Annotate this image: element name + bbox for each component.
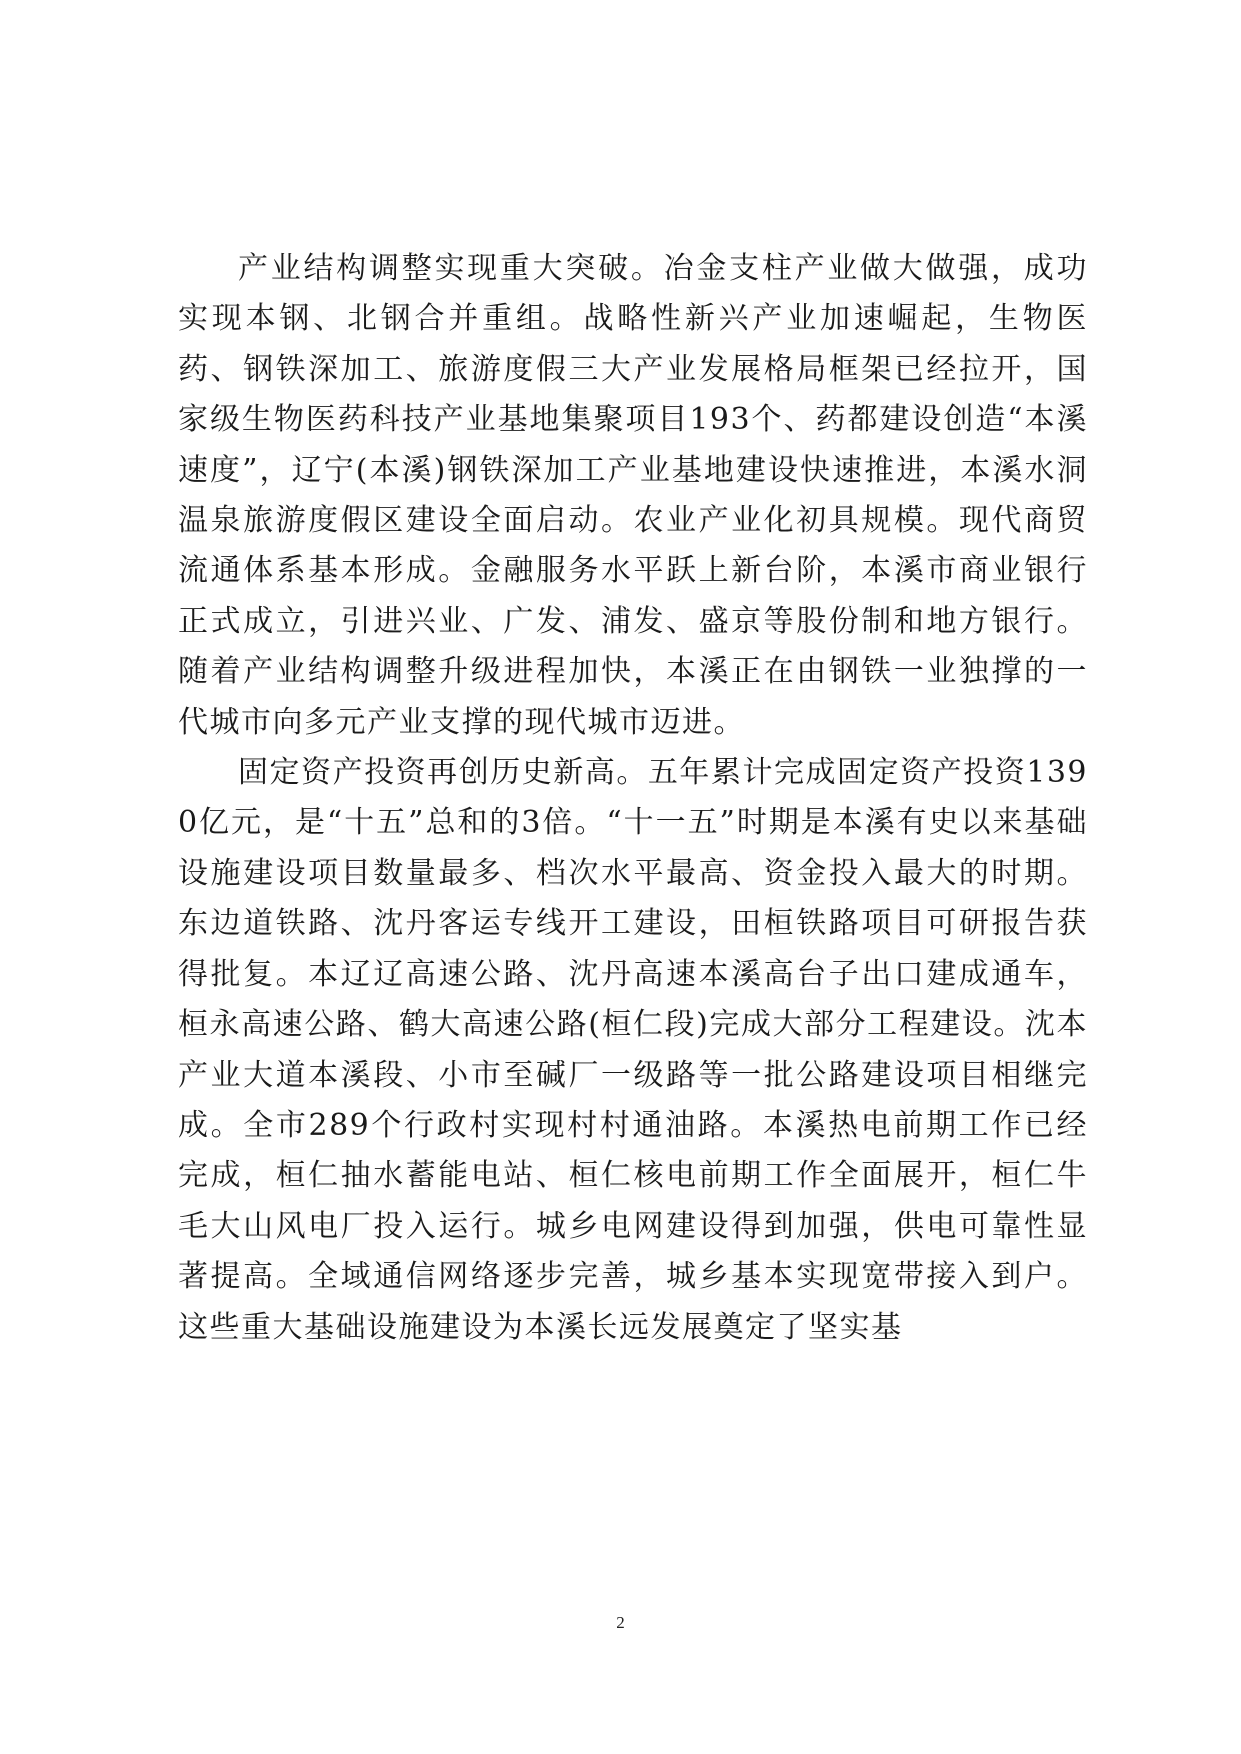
page-number: 2 — [616, 1613, 625, 1632]
paragraph-industry-structure: 产业结构调整实现重大突破。冶金支柱产业做大做强，成功实现本钢、北钢合并重组。战略性新兴产业加速崛起，生物医药、钢铁深加工、旅游度假三大产业发展格局框架已经拉开，国家级生物医药科技产业基地集聚项目193个、药都建设创造“本溪速度”，辽宁(本溪)钢铁深加工产业基地建设快速推进，本溪水洞温泉旅游度假区建设全面启动。农业产业化初具规模。现代商贸流通体系基本形成。金融服务水平跃上新台阶，本溪市商业银行正式成立，引进兴业、广发、浦发、盛京等股份制和地方银行。随着产业结构调整升级进程加快，本溪正在由钢铁一业独撑的一代城市向多元产业支撑的现代城市迈进。 — [178, 251, 1088, 740]
body-text — [178, 244, 1088, 1353]
paragraph-fixed-asset-investment: 固定资产投资再创历史新高。五年累计完成固定资产投资1390亿元，是“十五”总和的3倍。“十一五”时期是本溪有史以来基础设施建设项目数量最多、档次水平最高、资金投入最大的时期。东边道铁路、沈丹客运专线开工建设，田桓铁路项目可研报告获得批复。本辽辽高速公路、沈丹高速本溪高台子出口建成通车，桓永高速公路、鹤大高速公路(桓仁段)完成大部分工程建设。沈本产业大道本溪段、小市至碱厂一级路等一批公路建设项目相继完成。全市289个行政村实现村村通油路。本溪热电前期工作已经完成，桓仁抽水蓄能电站、桓仁核电前期工作全面展开，桓仁牛毛大山风电厂投入运行。城乡电网建设得到加强，供电可靠性显著提高。全域通信网络逐步完善，城乡基本实现宽带接入到户。这些重大基础设施建设为本溪长远发展奠定了坚实基 — [178, 755, 1088, 1345]
